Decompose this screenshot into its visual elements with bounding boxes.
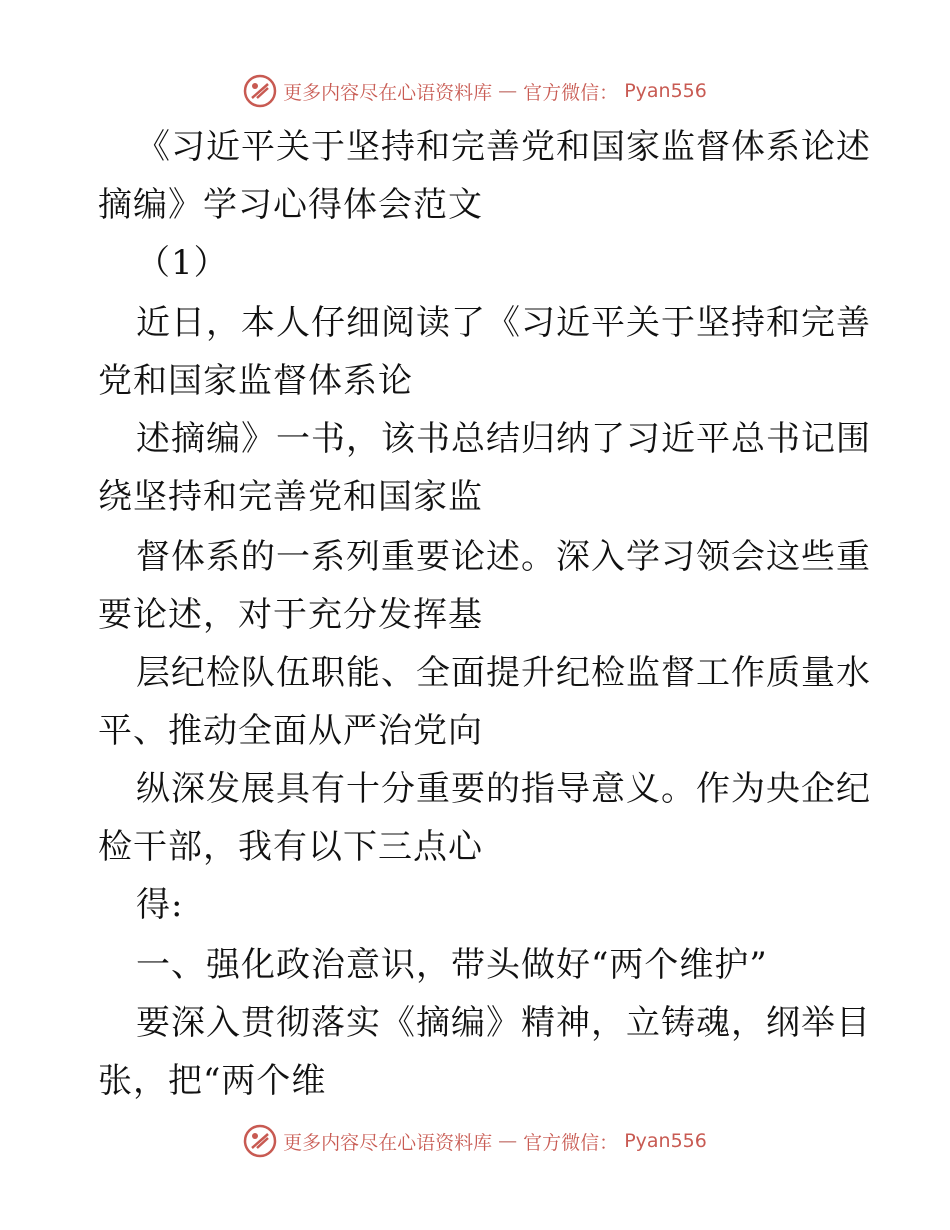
paragraph-line: 要深入贯彻落实《摘编》精神，立铸魂，纲举目	[136, 1003, 871, 1043]
watermark-text: 更多内容尽在心语资料库	[283, 1131, 493, 1154]
paragraph-line: 党和国家监督体系论	[98, 361, 413, 401]
section-heading: 一、强化政治意识，带头做好“两个维护”	[136, 945, 768, 985]
paragraph-line: 得:	[136, 885, 184, 925]
watermark-separator: —	[498, 80, 518, 102]
paragraph-line: 张，把“两个维	[98, 1061, 327, 1101]
section-number: （1）	[136, 243, 229, 283]
paragraph-line: 检干部，我有以下三点心	[98, 827, 483, 867]
paragraph-line: 要论述，对于充分发挥基	[98, 595, 483, 635]
title-line-2: 摘编》学习心得体会范文	[98, 185, 483, 225]
paragraph-line: 近日，本人仔细阅读了《习近平关于坚持和完善	[136, 303, 871, 343]
title-line-1: 《习近平关于坚持和完善党和国家监督体系论述	[136, 127, 871, 167]
paragraph-line: 督体系的一系列重要论述。深入学习领会这些重	[136, 537, 871, 577]
watermark-wechat-id: Pyan556	[624, 1130, 707, 1152]
watermark-text: 更多内容尽在心语资料库	[283, 81, 493, 104]
watermark-separator: —	[498, 1130, 518, 1152]
brand-logo-icon	[243, 74, 277, 108]
paragraph-line: 述摘编》一书，该书总结归纳了习近平总书记围	[136, 419, 871, 459]
watermark-wechat-label: 官方微信：	[523, 1131, 619, 1154]
paragraph-line: 绕坚持和完善党和国家监	[98, 477, 483, 517]
paragraph-line: 纵深发展具有十分重要的指导意义。作为央企纪	[136, 769, 871, 809]
brand-logo-icon	[243, 1124, 277, 1158]
paragraph-line: 层纪检队伍职能、全面提升纪检监督工作质量水	[136, 653, 871, 693]
footer-watermark	[0, 1124, 950, 1158]
watermark-wechat-id: Pyan556	[624, 80, 707, 102]
paragraph-line: 平、推动全面从严治党向	[98, 711, 483, 751]
header-watermark	[0, 74, 950, 108]
watermark-wechat-label: 官方微信：	[523, 81, 619, 104]
